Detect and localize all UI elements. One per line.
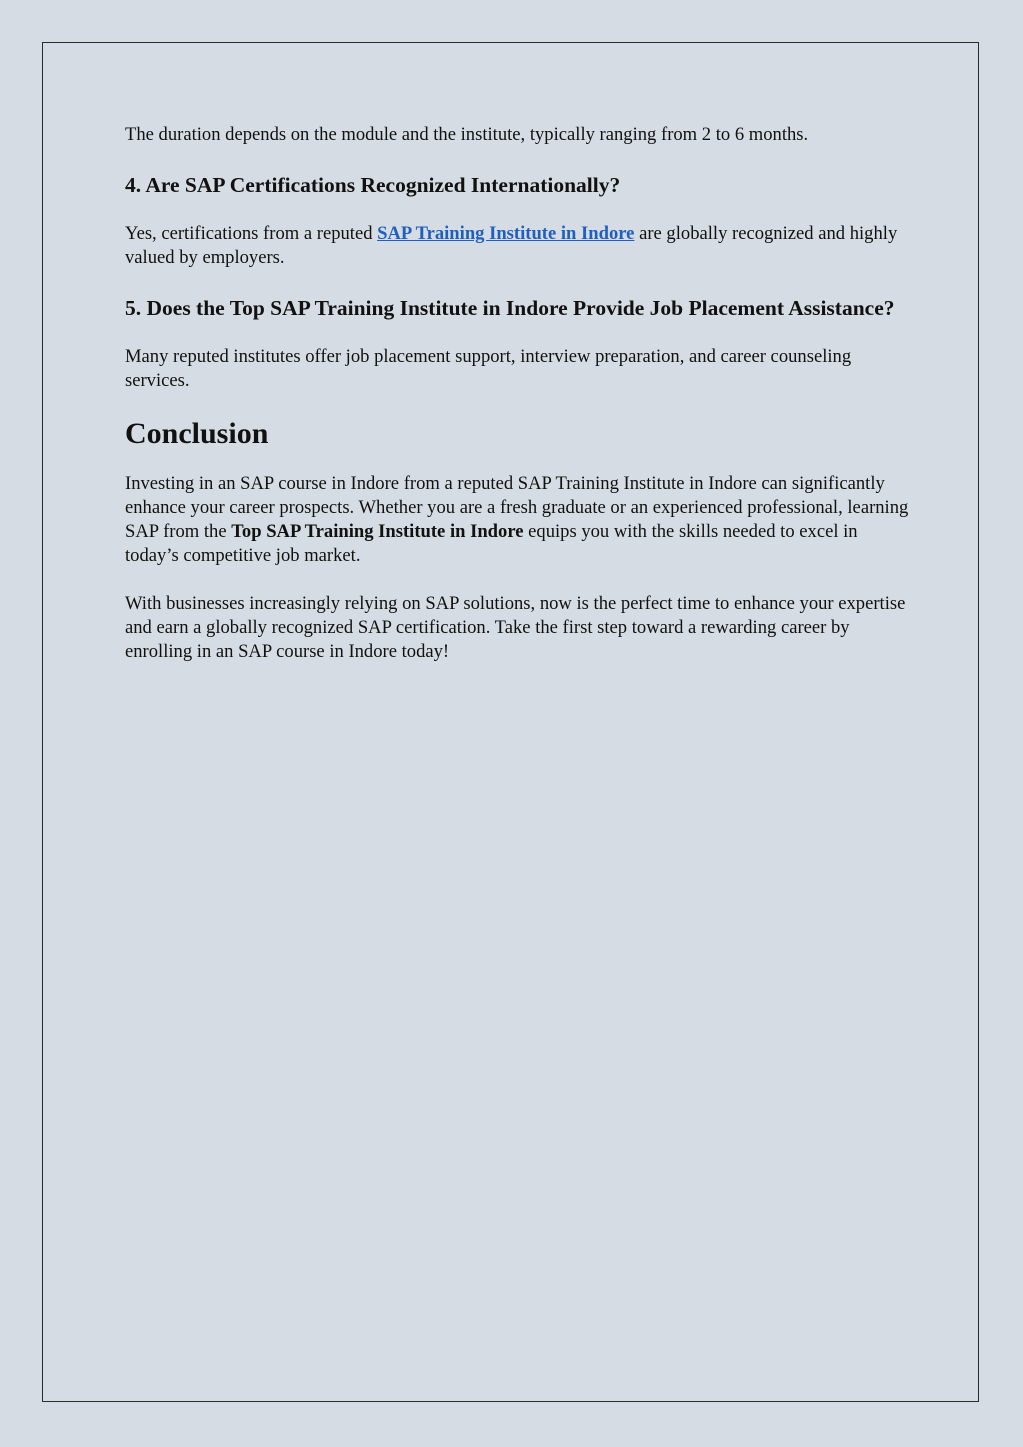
conclusion-bold-institute: Top SAP Training Institute in Indore bbox=[231, 521, 524, 542]
faq-heading-certifications: 4. Are SAP Certifications Recognized Internationally? bbox=[125, 173, 621, 197]
conclusion-paragraph-2: With businesses increasingly relying on SAP solutions, now is the perfect time to enhance your expertise and earn a globally recognized SAP certification. Take the first step toward a rewarding career by enrolling in an SAP course in Indore today! bbox=[125, 593, 906, 662]
conclusion-text-before-bold: Investing in an SAP course in Indore from a reputed SAP Training Institute in Indore can significantly enhance your career prospects. Whether you are a fresh graduate or an experienced professional, learning SAP from the bbox=[125, 473, 909, 542]
conclusion-text-after-bold: equips you with the skills needed to excel in today’s competitive job market. bbox=[125, 521, 858, 566]
conclusion-paragraph-1 bbox=[125, 472, 915, 568]
duration-paragraph: The duration depends on the module and the institute, typically ranging from 2 to 6 months. bbox=[125, 124, 809, 145]
sap-training-institute-link[interactable]: SAP Training Institute in Indore bbox=[377, 223, 635, 244]
faq-answer-placement: Many reputed institutes offer job placement support, interview preparation, and career counseling services. bbox=[125, 346, 852, 391]
conclusion-heading: Conclusion bbox=[125, 417, 269, 450]
faq-heading-placement: 5. Does the Top SAP Training Institute in Indore Provide Job Placement Assistance? bbox=[125, 296, 895, 320]
faq-answer-certifications bbox=[125, 222, 915, 270]
document-page bbox=[42, 42, 979, 1402]
answer-text-before-link: Yes, certifications from a reputed bbox=[125, 223, 378, 244]
document-content bbox=[125, 123, 915, 664]
answer-text-after-link: are globally recognized and highly valued by employers. bbox=[125, 223, 898, 268]
